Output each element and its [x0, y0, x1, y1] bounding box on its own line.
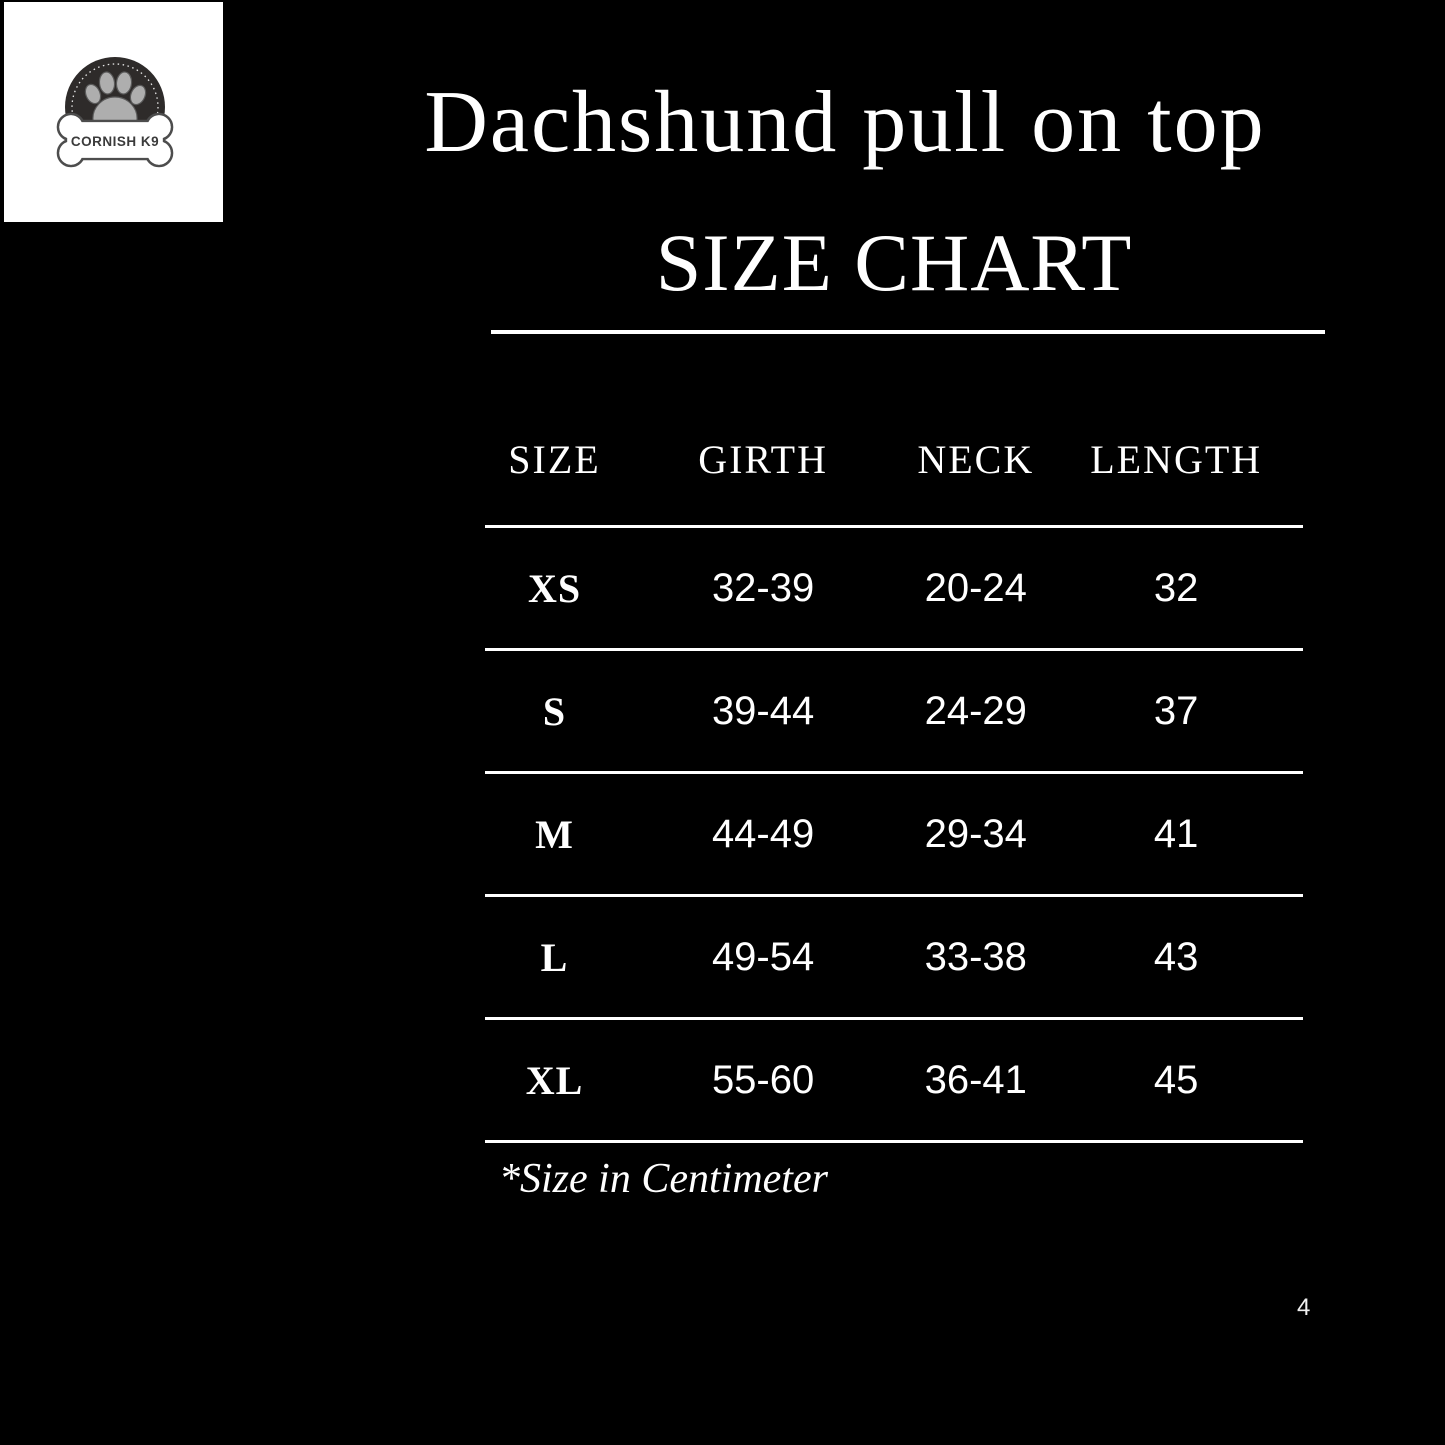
neck-cell: 36-41 — [924, 1057, 1027, 1102]
girth-cell: 44-49 — [711, 811, 815, 856]
column-header-size: SIZE — [508, 437, 601, 482]
table-row — [485, 897, 1303, 1020]
girth-cell: 32-39 — [711, 565, 815, 610]
length-cell: 37 — [1153, 688, 1199, 733]
girth-cell: 39-44 — [711, 688, 815, 733]
size-chart — [485, 217, 1303, 1203]
brand-logo-graphic — [38, 53, 190, 171]
length-cell: 41 — [1153, 811, 1199, 856]
neck-cell: 20-24 — [924, 565, 1027, 610]
column-header-length: LENGTH — [1090, 437, 1263, 482]
size-cell: XL — [525, 1057, 584, 1103]
table-row — [485, 528, 1303, 651]
bone-icon — [58, 114, 172, 166]
length-cell: 43 — [1153, 934, 1199, 979]
size-cell: L — [540, 934, 569, 980]
table-row — [485, 651, 1303, 774]
neck-cell: 24-29 — [924, 688, 1027, 733]
size-cell: M — [535, 811, 574, 857]
neck-cell: 33-38 — [924, 934, 1027, 979]
brand-name: CORNISH K9 — [70, 134, 159, 149]
size-chart-heading: SIZE CHART — [655, 217, 1133, 308]
size-cell: XS — [527, 565, 582, 611]
column-header-neck: NECK — [917, 437, 1035, 482]
length-cell: 32 — [1153, 565, 1199, 610]
girth-cell: 55-60 — [711, 1057, 815, 1102]
table-row — [485, 774, 1303, 897]
girth-cell: 49-54 — [711, 934, 815, 979]
table-header-row — [485, 334, 1303, 528]
column-header-girth: GIRTH — [698, 437, 828, 482]
unit-note: *Size in Centimeter — [499, 1156, 828, 1202]
page-number: 4 — [1297, 1294, 1311, 1321]
page-title: Dachshund pull on top — [424, 73, 1266, 171]
table-row — [485, 1020, 1303, 1143]
size-cell: S — [542, 688, 567, 734]
brand-logo — [4, 2, 223, 222]
length-cell: 45 — [1153, 1057, 1199, 1102]
neck-cell: 29-34 — [924, 811, 1027, 856]
